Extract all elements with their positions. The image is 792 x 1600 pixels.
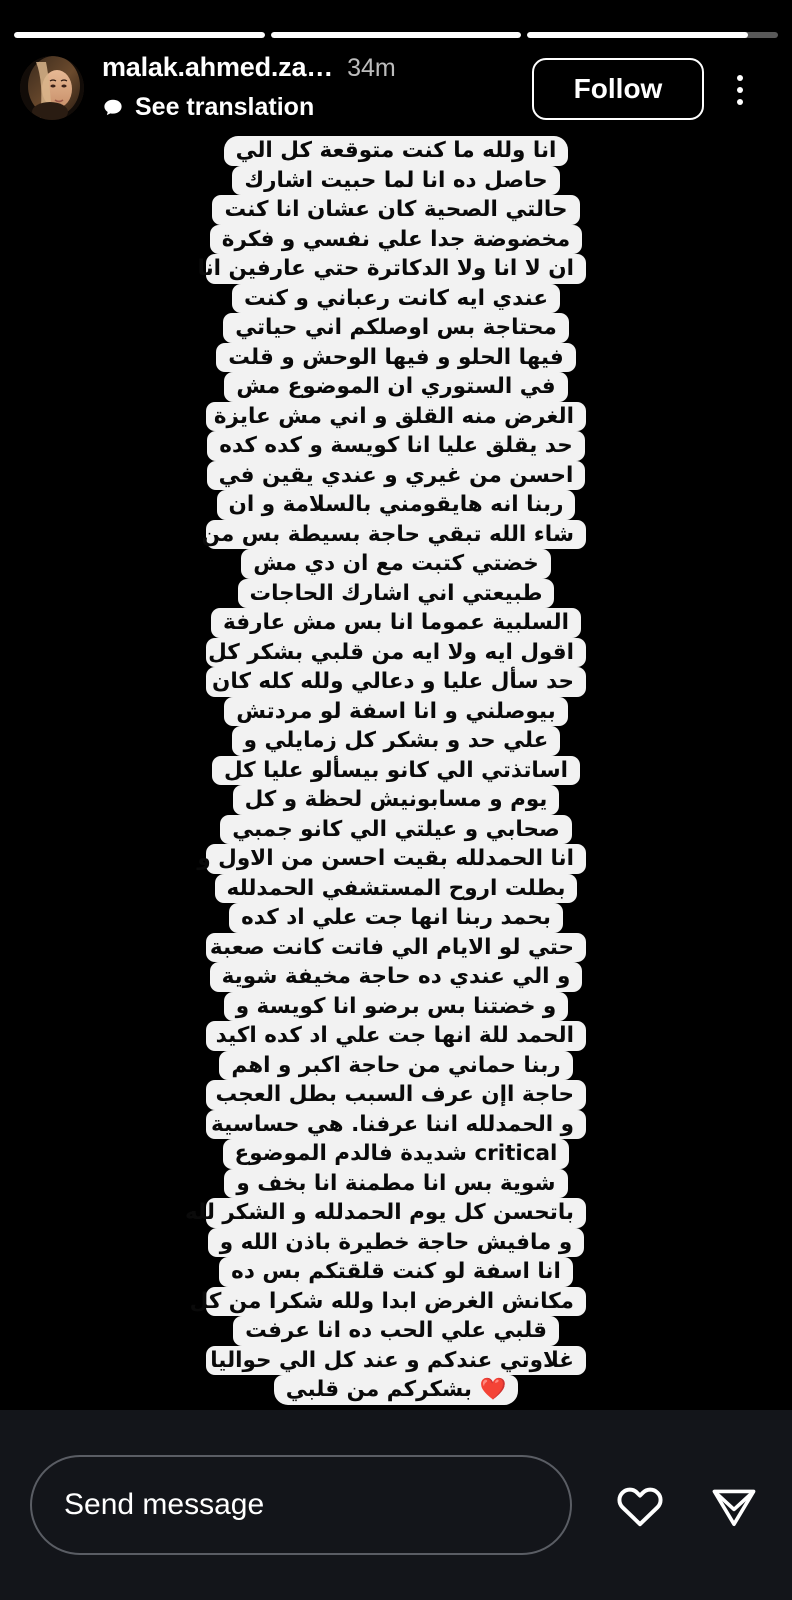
story-text-line: اقول ايه ولا ايه من قلبي بشكر كل [206, 638, 586, 668]
follow-button[interactable]: Follow [532, 58, 704, 120]
story-text-line: بطلت اروح المستشفي الحمدلله [215, 874, 578, 904]
story-text-line: ربنا حماني من حاجة اكبر و اهم [219, 1051, 572, 1081]
avatar-image [20, 56, 84, 120]
progress-segment[interactable] [271, 32, 522, 38]
story-reply-bar [0, 1410, 792, 1600]
story-text-line: حد يقلق عليا انا كويسة و كده كده [207, 431, 584, 461]
story-progress-bar [14, 32, 778, 38]
story-text-line: انا اسفة لو كنت قلقتكم بس ده [219, 1257, 573, 1287]
story-text-line: و الحمدلله اننا عرفنا. هي حساسية [206, 1110, 586, 1140]
story-text-line: انا الحمدلله بقيت احسن من الاول و [206, 844, 586, 874]
paper-plane-icon [709, 1481, 759, 1529]
story-text-line: مكانش الغرض ابدا ولله شكرا من كل [206, 1287, 586, 1317]
avatar[interactable] [20, 56, 84, 120]
story-text-line: بيوصلني و انا اسفة لو مردتش [224, 697, 567, 727]
story-text-line: طبيعتي اني اشارك الحاجات [238, 579, 555, 609]
story-text-line: حاصل ده انا لما حبيت اشارك [232, 166, 559, 196]
story-text-line: اساتذتي الي كانو بيسألو عليا كل [212, 756, 580, 786]
progress-segment[interactable] [527, 32, 778, 38]
reply-bar-actions [612, 1477, 762, 1533]
story-text-line: ❤️ بشكركم من قلبي [274, 1375, 518, 1405]
story-text-line: عندي ايه كانت رعباني و كنت [232, 284, 560, 314]
progress-segment-fill [527, 32, 748, 38]
story-text-line: ربنا انه هايقومني بالسلامة و ان [217, 490, 576, 520]
story-text-line: خضتي كتبت مع ان دي مش [241, 549, 551, 579]
story-text-line: في الستوري ان الموضوع مش [224, 372, 567, 402]
story-text-line: السلبية عموما انا بس مش عارفة [211, 608, 581, 638]
english-word: critical [474, 1141, 558, 1166]
story-text-line: حاجة اإن عرف السبب بطل العجب [206, 1080, 586, 1110]
heart-emoji: ❤️ [479, 1377, 507, 1402]
send-message-input[interactable] [30, 1455, 572, 1555]
story-text-line: باتحسن كل يوم الحمدلله و الشكر لله [206, 1198, 586, 1228]
story-text-line: غلاوتي عندكم و عند كل الي حواليا [206, 1346, 586, 1376]
story-text-line: قلبي علي الحب ده انا عرفت [233, 1316, 559, 1346]
dot [737, 75, 743, 81]
like-button[interactable] [612, 1477, 668, 1533]
progress-segment[interactable] [14, 32, 265, 38]
heart-icon [615, 1482, 665, 1528]
story-text-line: صحابي و عيلتي الي كانو جمبي [220, 815, 572, 845]
story-text-line: حالتي الصحية كان عشان انا كنت [212, 195, 579, 225]
story-text-line: critical شديدة فالدم الموضوع [223, 1139, 570, 1169]
timestamp: 34m [347, 54, 396, 82]
story-header [14, 52, 782, 128]
story-text-line: و مافيش حاجة خطيرة باذن الله و [208, 1228, 584, 1258]
story-text-line: احسن من غيري و عندي يقين في [207, 461, 586, 491]
speech-bubble-icon [102, 97, 124, 119]
story-text-line: علي حد و بشكر كل زمايلي و [232, 726, 561, 756]
see-translation-row[interactable] [102, 93, 396, 122]
story-text-line: الحمد للة انها جت علي اد كده اكيد [206, 1021, 586, 1051]
story-text-line: حتي لو الايام الي فاتت كانت صعبة [206, 933, 586, 963]
username[interactable]: malak.ahmed.za… [102, 52, 334, 82]
story-text-line: فيها الحلو و فيها الوحش و قلت [216, 343, 576, 373]
share-button[interactable] [706, 1477, 762, 1533]
progress-segment-fill [14, 32, 265, 38]
three-dots-vertical-icon[interactable] [720, 68, 760, 112]
story-text-line: بحمد ربنا انها جت علي اد كده [229, 903, 563, 933]
progress-segment-fill [271, 32, 522, 38]
story-text-line: انا ولله ما كنت متوقعة كل الي [224, 136, 569, 166]
story-text-line: و الي عندي ده حاجة مخيفة شوية [210, 962, 583, 992]
story-text-line: و خضتنا بس برضو انا كويسة و [224, 992, 569, 1022]
see-translation-label[interactable]: See translation [135, 93, 315, 121]
story-text-block [0, 136, 792, 1405]
dot [737, 99, 743, 105]
header-text-group [102, 52, 396, 122]
story-text-line: يوم و مسابونيش لحظة و كل [233, 785, 560, 815]
story-text-line: الغرض منه القلق و اني مش عايزة [206, 402, 586, 432]
story-text-line: شاء الله تبقي حاجة بسيطة بس من [206, 520, 586, 550]
dot [737, 87, 743, 93]
story-text-line: شوية بس انا مطمنة انا بخف و [224, 1169, 567, 1199]
story-text-line: ان لا انا ولا الدكاترة حتي عارفين انا [206, 254, 586, 284]
story-text-line: مخضوضة جدا علي نفسي و فكرة [210, 225, 582, 255]
story-text-line: حد سأل عليا و دعالي ولله كله كان [206, 667, 586, 697]
story-text-line: محتاجة بس اوصلكم اني حياتي [223, 313, 569, 343]
